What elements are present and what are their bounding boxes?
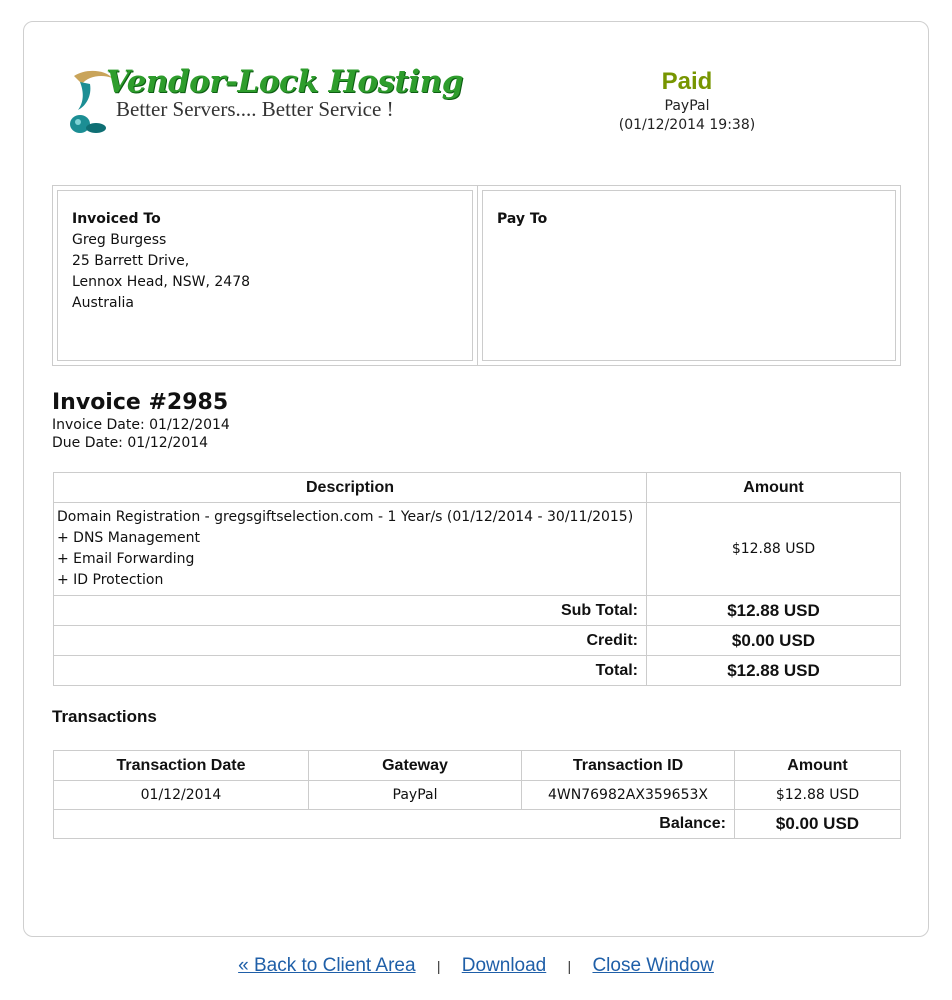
- table-header-row: [54, 473, 901, 503]
- description-line: + Email Forwarding: [57, 551, 195, 567]
- link-separator: |: [567, 958, 572, 974]
- description-line: + ID Protection: [57, 572, 164, 588]
- invoice-dates: [52, 416, 230, 452]
- item-description: [54, 503, 647, 596]
- footer-links: [0, 955, 952, 977]
- item-amount: $12.88 USD: [647, 503, 901, 596]
- total-row: [54, 656, 901, 686]
- download-link[interactable]: Download: [461, 955, 547, 976]
- transactions-heading: Transactions: [52, 707, 157, 726]
- pay-to-heading: Pay To: [497, 211, 548, 227]
- description-line: Domain Registration - gregsgiftselection.com - 1 Year/s (01/12/2014 - 30/11/2015): [57, 509, 634, 525]
- address-line: Lennox Head, NSW, 2478: [72, 274, 251, 290]
- company-logo: [66, 64, 463, 138]
- total-label: Total:: [54, 656, 647, 686]
- address-line: Greg Burgess: [72, 232, 167, 248]
- table-row: [54, 503, 901, 596]
- logo-title: Vendor-Lock Hosting: [106, 64, 463, 100]
- payment-datetime: (01/12/2014 19:38): [618, 117, 756, 133]
- credit-row: [54, 626, 901, 656]
- logo-tagline: Better Servers.... Better Service !: [116, 97, 394, 121]
- payment-method: PayPal: [664, 98, 710, 114]
- column-header: Transaction Date: [54, 751, 309, 781]
- description-line: + DNS Management: [57, 530, 200, 546]
- subtotal-row: [54, 596, 901, 626]
- page-title: Invoice #2985: [52, 390, 229, 415]
- column-header: Gateway: [309, 751, 522, 781]
- payment-status: [560, 67, 814, 135]
- status-badge: Paid: [661, 68, 713, 95]
- table-row: [54, 781, 901, 810]
- invoice-items-table: [53, 472, 901, 686]
- transaction-date: 01/12/2014: [54, 781, 309, 810]
- transaction-gateway: PayPal: [309, 781, 522, 810]
- due-date: Due Date: 01/12/2014: [52, 435, 209, 451]
- transaction-amount: $12.88 USD: [735, 781, 901, 810]
- column-header: Amount: [735, 751, 901, 781]
- subtotal-label: Sub Total:: [54, 596, 647, 626]
- close-window-link[interactable]: Close Window: [592, 955, 714, 976]
- invoice-date: Invoice Date: 01/12/2014: [52, 417, 230, 433]
- balance-label: Balance:: [54, 810, 735, 839]
- table-header-row: [54, 751, 901, 781]
- credit-value: $0.00 USD: [647, 626, 901, 656]
- total-value: $12.88 USD: [647, 656, 901, 686]
- invoiced-to-heading: Invoiced To: [72, 211, 161, 227]
- pay-to-box: [477, 185, 901, 366]
- address-line: Australia: [72, 295, 134, 311]
- transaction-id: 4WN76982AX359653X: [522, 781, 735, 810]
- balance-row: [54, 810, 901, 839]
- column-header: Amount: [647, 473, 901, 503]
- link-separator: |: [436, 958, 441, 974]
- address-line: 25 Barrett Drive,: [72, 253, 190, 269]
- column-header: Description: [54, 473, 647, 503]
- column-header: Transaction ID: [522, 751, 735, 781]
- subtotal-value: $12.88 USD: [647, 596, 901, 626]
- invoiced-to-box: [52, 185, 478, 366]
- back-to-client-area-link[interactable]: « Back to Client Area: [238, 955, 416, 976]
- balance-value: $0.00 USD: [735, 810, 901, 839]
- transactions-table: [53, 750, 901, 839]
- credit-label: Credit:: [54, 626, 647, 656]
